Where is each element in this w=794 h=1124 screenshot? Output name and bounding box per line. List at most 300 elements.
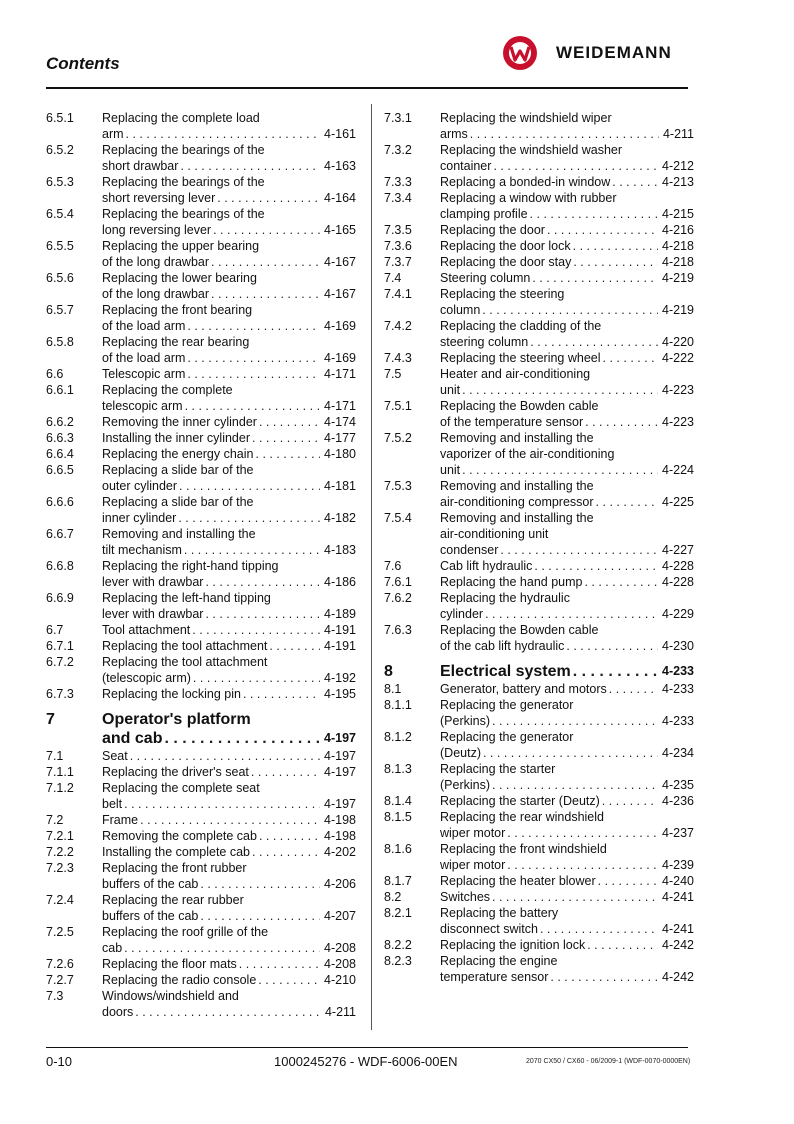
toc-entry[interactable] (384, 729, 694, 761)
dot-leader (548, 969, 658, 985)
toc-entry-title: short drawbar (102, 159, 179, 173)
toc-entry[interactable] (384, 270, 694, 286)
toc-entry-title: Replacing the radio console (102, 973, 257, 987)
toc-entry[interactable] (384, 350, 694, 366)
dot-leader (601, 350, 658, 366)
toc-entry-page: 4-181 (324, 479, 356, 493)
dot-leader (133, 1004, 321, 1020)
toc-entry-title: long reversing lever (102, 223, 212, 237)
toc-entry[interactable] (384, 366, 694, 398)
toc-entry-number: 6.5.7 (46, 303, 74, 317)
toc-entry[interactable] (384, 841, 694, 873)
toc-entry-page: 4-210 (324, 973, 356, 987)
toc-entry-title: Replacing the generator (440, 730, 574, 744)
toc-entry-number: 6.6.6 (46, 495, 74, 509)
toc-entry-page: 4-236 (662, 794, 694, 808)
toc-entry-number: 6.7.1 (46, 639, 74, 653)
toc-entry-page: 4-241 (662, 922, 694, 936)
toc-entry-number: 7.2.6 (46, 957, 74, 971)
toc-chapter-entry[interactable] (46, 710, 356, 748)
toc-entry-page: 4-191 (324, 623, 356, 637)
toc-entry[interactable] (46, 206, 356, 238)
dot-leader (528, 206, 658, 222)
toc-entry-title: short reversing lever (102, 191, 216, 205)
toc-entry-number: 8.2.2 (384, 938, 412, 952)
toc-entry-page: 4-223 (662, 415, 694, 429)
toc-entry-page: 4-198 (324, 813, 356, 827)
toc-entry-page: 4-163 (324, 159, 356, 173)
toc-entry-number: 7.3.7 (384, 255, 412, 269)
toc-entry[interactable] (46, 860, 356, 892)
dot-leader (250, 430, 320, 446)
toc-entry-number: 7.3.5 (384, 223, 412, 237)
toc-entry[interactable] (46, 988, 356, 1020)
toc-entry-page: 4-216 (662, 223, 694, 237)
toc-entry-number: 6.6.2 (46, 415, 74, 429)
dot-leader (122, 940, 320, 956)
toc-entry-title: Replacing the upper bearing (102, 239, 260, 253)
toc-entry[interactable] (384, 190, 694, 222)
toc-entry[interactable] (384, 953, 694, 985)
toc-entry[interactable] (46, 174, 356, 206)
toc-entry-title: Replacing the door stay (440, 255, 572, 269)
toc-entry[interactable] (46, 748, 356, 764)
toc-entry[interactable] (384, 793, 694, 809)
toc-entry[interactable] (384, 590, 694, 622)
dot-leader (594, 494, 658, 510)
toc-entry-number: 6.7.2 (46, 655, 74, 669)
toc-entry-number: 8.1.5 (384, 810, 412, 824)
toc-entry-title: Replacing the bearings of the (102, 175, 265, 189)
toc-left-column (46, 110, 356, 1020)
toc-entry[interactable] (384, 937, 694, 953)
toc-entry-title: buffers of the cab (102, 909, 199, 923)
toc-entry-page: 4-223 (662, 383, 694, 397)
dot-leader (530, 270, 658, 286)
toc-entry-number: 7 (46, 711, 55, 728)
toc-entry-title: of the load arm (102, 319, 186, 333)
dot-leader (177, 478, 320, 494)
toc-entry-title: Replacing the floor mats (102, 957, 237, 971)
toc-entry-title: Replacing a bonded-in window (440, 175, 611, 189)
toc-entry-page: 4-225 (662, 495, 694, 509)
toc-entry[interactable] (384, 622, 694, 654)
toc-entry[interactable] (384, 905, 694, 937)
toc-entry-title: Replacing the roof grille of the (102, 925, 269, 939)
toc-entry[interactable] (46, 828, 356, 844)
toc-entry-title: Removing the inner cylinder (102, 415, 257, 429)
toc-entry-title: Replacing the heater blower (440, 874, 596, 888)
dot-leader (198, 876, 320, 892)
toc-entry[interactable] (384, 681, 694, 697)
toc-entry-title: Switches (440, 890, 491, 904)
toc-entry[interactable] (46, 892, 356, 924)
toc-entry-number: 7.5.1 (384, 399, 412, 413)
toc-entry-title: condenser (440, 543, 499, 557)
toc-entry-number: 6.6.4 (46, 447, 74, 461)
toc-entry-page: 4-242 (662, 970, 694, 984)
toc-entry[interactable] (46, 462, 356, 494)
dot-leader (460, 382, 658, 398)
header-rule (46, 87, 688, 89)
dot-leader (256, 972, 320, 988)
toc-entry-title: Replacing the ignition lock (440, 938, 586, 952)
toc-entry[interactable] (384, 238, 694, 254)
toc-entry-title: Replacing the engine (440, 954, 558, 968)
toc-entry-page: 4-161 (324, 127, 356, 141)
toc-entry[interactable] (384, 398, 694, 430)
toc-entry-page: 4-174 (324, 415, 356, 429)
toc-entry-number: 6.6.5 (46, 463, 74, 477)
toc-entry-title: belt (102, 797, 123, 811)
toc-entry-page: 4-191 (324, 639, 356, 653)
dot-leader (257, 828, 320, 844)
dot-leader (483, 606, 658, 622)
toc-entry[interactable] (46, 812, 356, 828)
toc-entry[interactable] (46, 142, 356, 174)
dot-leader (162, 729, 320, 748)
toc-entry-number: 7.5.4 (384, 511, 412, 525)
toc-entry-number: 8.2.3 (384, 954, 412, 968)
toc-entry-page: 4-180 (324, 447, 356, 461)
toc-entry-title: Replacing the rear bearing (102, 335, 250, 349)
toc-chapter-entry[interactable] (384, 662, 694, 681)
toc-entry[interactable] (46, 780, 356, 812)
toc-entry[interactable] (46, 590, 356, 622)
toc-entry[interactable] (384, 110, 694, 142)
toc-entry[interactable] (384, 510, 694, 558)
dot-leader (250, 844, 320, 860)
dot-leader (528, 334, 658, 350)
toc-entry-page: 4-208 (324, 957, 356, 971)
column-divider (371, 104, 372, 1030)
dot-leader (460, 462, 658, 478)
toc-entry-number: 6.5.6 (46, 271, 74, 285)
dot-leader (237, 956, 320, 972)
toc-entry[interactable] (46, 414, 356, 430)
toc-entry-title: Replacing the complete load (102, 111, 260, 125)
toc-entry[interactable] (46, 956, 356, 972)
toc-entry-page: 4-242 (662, 938, 694, 952)
toc-entry-page: 4-164 (324, 191, 356, 205)
toc-entry-number: 8.1.7 (384, 874, 412, 888)
toc-entry[interactable] (46, 366, 356, 382)
toc-entry-title: Replacing the right-hand tipping (102, 559, 279, 573)
toc-entry-title: Replacing a window with rubber (440, 191, 617, 205)
toc-entry-number: 7.2.1 (46, 829, 74, 843)
dot-leader (596, 873, 658, 889)
dot-leader (532, 558, 658, 574)
toc-entry-title: Replacing the complete seat (102, 781, 260, 795)
toc-entry-title: Replacing the bearings of the (102, 143, 265, 157)
toc-entry-page: 4-241 (662, 890, 694, 904)
dot-leader (607, 681, 658, 697)
toc-entry-number: 6.5.5 (46, 239, 74, 253)
toc-entry-title: unit (440, 463, 461, 477)
toc-entry-number: 8.1.4 (384, 794, 412, 808)
toc-entry[interactable] (384, 697, 694, 729)
toc-entry-number: 7.5.3 (384, 479, 412, 493)
dot-leader (203, 606, 320, 622)
toc-entry-page: 4-239 (662, 858, 694, 872)
toc-entry[interactable] (46, 558, 356, 590)
toc-entry-page: 4-219 (662, 303, 694, 317)
dot-leader (124, 126, 320, 142)
toc-entry[interactable] (46, 382, 356, 414)
toc-entry-page: 4-182 (324, 511, 356, 525)
toc-entry-page: 4-230 (662, 639, 694, 653)
toc-entry[interactable] (46, 638, 356, 654)
toc-entry-page: 4-228 (662, 559, 694, 573)
toc-entry[interactable] (46, 302, 356, 334)
toc-entry-title: air-conditioning unit (440, 527, 549, 541)
toc-entry-page: 4-220 (662, 335, 694, 349)
toc-entry-page: 4-186 (324, 575, 356, 589)
toc-entry-page: 4-195 (324, 687, 356, 701)
toc-entry-title: Cab lift hydraulic (440, 559, 533, 573)
toc-entry-page: 4-189 (324, 607, 356, 621)
dot-leader (209, 286, 320, 302)
dot-leader (203, 574, 320, 590)
toc-entry-number: 7.2.7 (46, 973, 74, 987)
toc-entry-title: Replacing the rear rubber (102, 893, 244, 907)
toc-entry[interactable] (384, 254, 694, 270)
toc-entry-title: Replacing the Bowden cable (440, 399, 599, 413)
toc-entry-title: of the cab lift hydraulic (440, 639, 565, 653)
dot-leader (481, 745, 658, 761)
dot-leader (600, 793, 658, 809)
toc-entry-title: Replacing a slide bar of the (102, 463, 254, 477)
toc-entry-title: Electrical system (440, 663, 571, 680)
toc-entry-number: 7.2 (46, 813, 64, 827)
toc-entry-title: Heater and air-conditioning (440, 367, 591, 381)
dot-leader (211, 222, 320, 238)
toc-entry-title: unit (440, 383, 461, 397)
toc-entry-page: 4-177 (324, 431, 356, 445)
toc-entry-title: Replacing the left-hand tipping (102, 591, 271, 605)
toc-entry-number: 8.2 (384, 890, 402, 904)
toc-entry-title: Replacing the lower bearing (102, 271, 257, 285)
toc-entry[interactable] (46, 654, 356, 686)
toc-entry[interactable] (384, 809, 694, 841)
toc-entry-title: Replacing the starter (440, 762, 556, 776)
dot-leader (185, 366, 320, 382)
toc-entry-number: 6.6.8 (46, 559, 74, 573)
toc-entry-title: Steering column (440, 271, 531, 285)
dot-leader (185, 350, 320, 366)
toc-entry-page: 4-169 (324, 351, 356, 365)
toc-entry-number: 8 (384, 663, 393, 680)
toc-entry[interactable] (46, 110, 356, 142)
toc-entry-title: (Perkins) (440, 778, 491, 792)
dot-leader (571, 254, 658, 270)
toc-entry-number: 8.2.1 (384, 906, 412, 920)
toc-entry-title: Replacing the hand pump (440, 575, 583, 589)
toc-entry-page: 4-229 (662, 607, 694, 621)
toc-entry-number: 7.5 (384, 367, 402, 381)
toc-entry-title: container (440, 159, 492, 173)
toc-entry-page: 4-169 (324, 319, 356, 333)
toc-entry-page: 4-197 (324, 731, 356, 745)
toc-entry-number: 7.1.2 (46, 781, 74, 795)
dot-leader (185, 318, 320, 334)
toc-entry-title: Removing and installing the (440, 431, 594, 445)
toc-entry-page: 4-183 (324, 543, 356, 557)
edition-info: 2070 CX50 / CX60 - 06/2009-1 (WDF-0070-0000EN) (526, 1058, 691, 1065)
toc-entry-number: 6.5.3 (46, 175, 74, 189)
toc-entry-title: of the long drawbar (102, 287, 210, 301)
toc-entry-page: 4-171 (324, 367, 356, 381)
toc-entry-title: Replacing the tool attachment (102, 655, 268, 669)
toc-entry[interactable] (384, 873, 694, 889)
toc-entry-title: Installing the inner cylinder (102, 431, 250, 445)
toc-entry-page: 4-218 (662, 255, 694, 269)
toc-entry-number: 8.1.6 (384, 842, 412, 856)
toc-entry[interactable] (384, 889, 694, 905)
toc-entry-number: 6.5.8 (46, 335, 74, 349)
dot-leader (545, 222, 658, 238)
toc-entry-page: 4-219 (662, 271, 694, 285)
dot-leader (122, 796, 320, 812)
dot-leader (480, 302, 658, 318)
dot-leader (254, 446, 321, 462)
toc-entry-title: Replacing the starter (Deutz) (440, 794, 600, 808)
toc-entry-title: Replacing the hydraulic (440, 591, 570, 605)
dot-leader (490, 889, 658, 905)
toc-entry-number: 7.3 (46, 989, 64, 1003)
toc-entry-title: Replacing the rear windshield (440, 810, 604, 824)
toc-entry[interactable] (384, 558, 694, 574)
toc-entry-number: 6.6.9 (46, 591, 74, 605)
toc-entry[interactable] (46, 686, 356, 702)
toc-entry-page: 4-206 (324, 877, 356, 891)
toc-entry[interactable] (46, 238, 356, 270)
toc-entry[interactable] (46, 430, 356, 446)
toc-entry-page: 4-237 (662, 826, 694, 840)
toc-entry-number: 7.3.6 (384, 239, 412, 253)
toc-entry-title: Replacing the front bearing (102, 303, 253, 317)
toc-entry-number: 6.5.4 (46, 207, 74, 221)
toc-entry-page: 4-227 (662, 543, 694, 557)
toc-entry-title: wiper motor (440, 858, 506, 872)
toc-entry[interactable] (384, 142, 694, 174)
toc-entry[interactable] (46, 622, 356, 638)
toc-entry[interactable] (46, 924, 356, 956)
toc-entry-title: arms (440, 127, 468, 141)
toc-entry[interactable] (384, 174, 694, 190)
toc-entry-page: 4-198 (324, 829, 356, 843)
toc-entry-title: Replacing a slide bar of the (102, 495, 254, 509)
toc-entry-title: (telescopic arm) (102, 671, 191, 685)
dot-leader (215, 190, 320, 206)
dot-leader (209, 254, 320, 270)
toc-entry[interactable] (46, 494, 356, 526)
toc-entry-title: Replacing the bearings of the (102, 207, 265, 221)
toc-entry-number: 7.3.2 (384, 143, 412, 157)
toc-entry-number: 6.6.3 (46, 431, 74, 445)
dot-leader (182, 542, 320, 558)
dot-leader (183, 398, 320, 414)
toc-entry-number: 6.5.1 (46, 111, 74, 125)
dot-leader (571, 662, 658, 681)
toc-entry[interactable] (46, 844, 356, 860)
dot-leader (505, 857, 658, 873)
toc-entry-title: Replacing the Bowden cable (440, 623, 599, 637)
toc-entry-title: Replacing the generator (440, 698, 574, 712)
document-id: 1000245276 - WDF-6006-00EN (274, 1054, 458, 1069)
toc-entry-page: 4-167 (324, 255, 356, 269)
dot-leader (257, 414, 320, 430)
toc-entry-title: cab (102, 941, 123, 955)
toc-entry[interactable] (384, 286, 694, 318)
toc-entry[interactable] (46, 334, 356, 366)
toc-entry[interactable] (384, 430, 694, 478)
toc-entry-title: of the long drawbar (102, 255, 210, 269)
toc-entry-title: Tool attachment (102, 623, 191, 637)
toc-entry-number: 8.1 (384, 682, 402, 696)
toc-entry-number: 7.3.1 (384, 111, 412, 125)
toc-entry-page: 4-234 (662, 746, 694, 760)
toc-entry-number: 7.2.3 (46, 861, 74, 875)
toc-entry-page: 4-202 (324, 845, 356, 859)
toc-entry[interactable] (46, 764, 356, 780)
toc-entry-title: lever with drawbar (102, 575, 204, 589)
toc-entry-title: clamping profile (440, 207, 528, 221)
dot-leader (190, 622, 320, 638)
toc-entry-title: arm (102, 127, 124, 141)
toc-entry-page: 4-197 (324, 749, 356, 763)
toc-entry-page: 4-215 (662, 207, 694, 221)
toc-entry[interactable] (384, 222, 694, 238)
toc-entry-number: 7.2.2 (46, 845, 74, 859)
toc-entry-title: doors (102, 1005, 134, 1019)
toc-entry[interactable] (384, 574, 694, 590)
toc-entry-number: 8.1.2 (384, 730, 412, 744)
toc-entry-page: 4-224 (662, 463, 694, 477)
toc-entry[interactable] (46, 270, 356, 302)
toc-entry-page: 4-165 (324, 223, 356, 237)
dot-leader (582, 574, 658, 590)
toc-entry-page: 4-218 (662, 239, 694, 253)
dot-leader (491, 158, 658, 174)
brand-name: WEIDEMANN (556, 43, 672, 62)
toc-entry-title: Removing the complete cab (102, 829, 257, 843)
toc-entry[interactable] (384, 478, 694, 510)
toc-entry-title: Replacing the tool attachment (102, 639, 268, 653)
toc-entry-number: 6.5.2 (46, 143, 74, 157)
toc-entry[interactable] (46, 972, 356, 988)
toc-right-column (384, 110, 694, 985)
toc-entry-number: 6.6.1 (46, 383, 74, 397)
toc-entry-page: 4-197 (324, 765, 356, 779)
dot-leader (138, 812, 320, 828)
toc-entry-title: cylinder (440, 607, 484, 621)
dot-leader (538, 921, 658, 937)
toc-entry-title: Replacing the energy chain (102, 447, 254, 461)
page-title: Contents (46, 54, 120, 73)
toc-entry-title: Replacing the cladding of the (440, 319, 602, 333)
dot-leader (583, 414, 658, 430)
toc-entry-number: 7.2.5 (46, 925, 74, 939)
toc-entry[interactable] (384, 318, 694, 350)
footer-rule (46, 1047, 688, 1048)
dot-leader (468, 126, 659, 142)
toc-entry[interactable] (46, 446, 356, 462)
dot-leader (610, 174, 658, 190)
toc-entry[interactable] (46, 526, 356, 558)
dot-leader (176, 510, 320, 526)
toc-entry[interactable] (384, 761, 694, 793)
